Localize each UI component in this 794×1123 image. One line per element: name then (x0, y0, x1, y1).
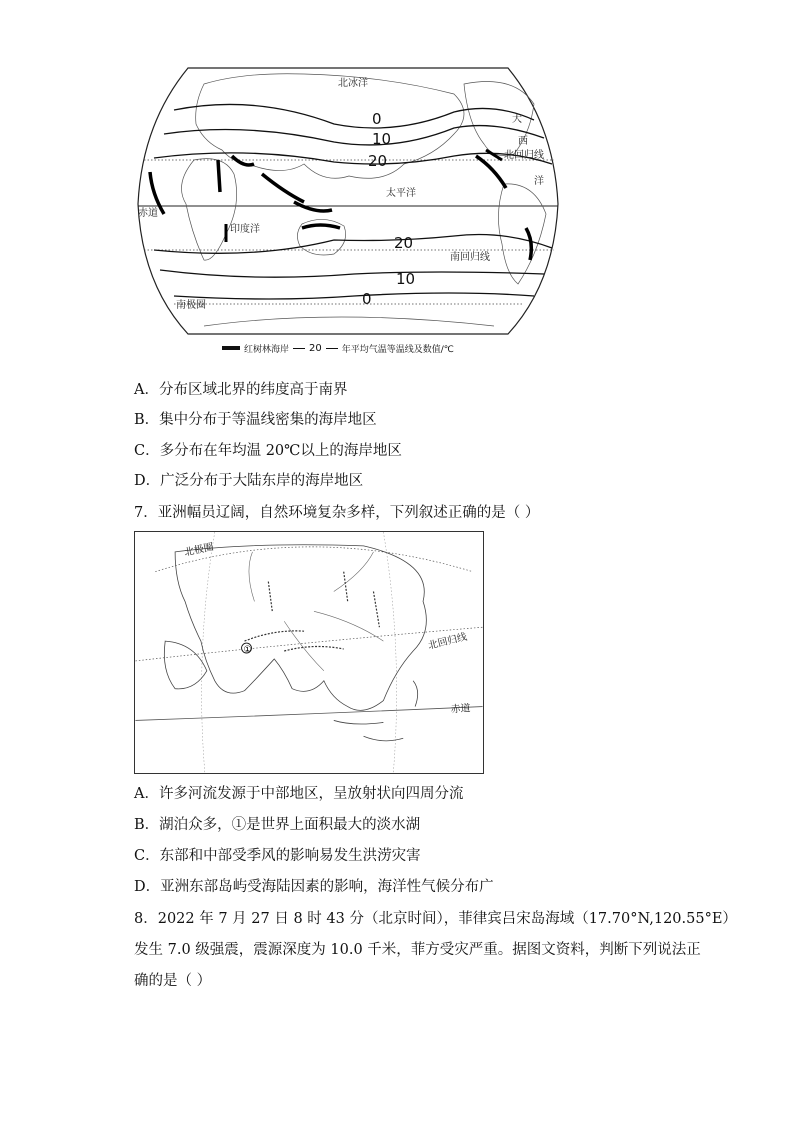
q6-option-c[interactable]: C．多分布在年均温 20℃以上的海岸地区 (134, 443, 402, 459)
label-tropic-s: 南回归线 (450, 252, 490, 263)
antarctica-outline (204, 317, 494, 326)
isotherm-s20 (154, 235, 552, 254)
label-tropic-n: 北回归线 (427, 631, 469, 652)
q7-stem: 7．亚洲幅员辽阔，自然环境复杂多样，下列叙述正确的是（ ） (134, 505, 540, 521)
isotherm-n0 (174, 104, 534, 128)
mangrove-legend-swatch (222, 346, 240, 350)
q7-option-d[interactable]: D．亚洲东部岛屿受海陆因素的影响，海洋性气候分布广 (134, 879, 494, 895)
label-tropic-n: 北回归线 (504, 150, 544, 161)
q8-stem-line2: 发生 7.0 级强震，震源深度为 10.0 千米，菲方受灾严重。据图文资料，判断下列说法正 (134, 942, 701, 958)
label-atlantic-3: 洋 (534, 176, 544, 187)
iso-label-s10: 10 (396, 270, 416, 288)
q6-option-b[interactable]: B．集中分布于等温线密集的海岸地区 (134, 412, 377, 428)
iso-label-n10: 10 (372, 130, 392, 148)
isotherm-legend-number: 20 (309, 342, 322, 354)
q6-option-d[interactable]: D．广泛分布于大陆东岸的海岸地区 (134, 473, 364, 489)
africa-outline (182, 159, 237, 261)
label-atlantic-1: 大 (512, 114, 522, 125)
q7-option-b[interactable]: B．湖泊众多，①是世界上面积最大的淡水湖 (134, 817, 421, 833)
q8-stem-line1: 8．2022 年 7 月 27 日 8 时 43 分（北京时间），菲律宾吕宋岛海域（17.70°N,120.55°E） (134, 911, 737, 927)
isotherm-legend-swatch-right (326, 348, 338, 349)
isotherm-s10 (160, 270, 544, 277)
map1-legend (222, 341, 454, 355)
label-atlantic-2: 西 (518, 136, 528, 147)
mangrove-central-america (476, 156, 506, 188)
label-indian: 印度洋 (230, 224, 260, 235)
iso-label-s20: 20 (394, 234, 414, 252)
label-arctic: 北冰洋 (338, 78, 368, 89)
mangrove-n-australia (302, 225, 340, 228)
label-equator: 赤道 (450, 703, 471, 716)
q8-stem-line3: 确的是（ ） (134, 973, 212, 989)
label-pacific: 太平洋 (386, 188, 416, 199)
label-antarctic: 南极圈 (176, 300, 206, 311)
mangrove-indonesia (294, 202, 332, 211)
mountain-ranges (245, 572, 380, 651)
rivers (249, 552, 383, 671)
mangrove-india (232, 156, 254, 165)
asia-outline (175, 545, 426, 711)
iso-label-s0: 0 (362, 290, 372, 308)
q7-option-a[interactable]: A．许多河流发源于中部地区，呈放射状向四周分流 (134, 786, 464, 802)
mangrove-east-africa (218, 160, 220, 192)
q6-option-a[interactable]: A．分布区域北界的纬度高于南界 (134, 382, 348, 398)
mangrove-legend-label: 红树林海岸 (244, 344, 290, 355)
mangrove-brazil (526, 228, 531, 260)
meridian-arc-2 (383, 532, 396, 773)
iso-label-n0: 0 (372, 110, 382, 128)
marker-1-label: ① (243, 645, 252, 656)
label-equator: 赤道 (138, 208, 158, 219)
eurasia-outline (196, 74, 464, 179)
south-america-outline (498, 184, 546, 284)
q7-option-c[interactable]: C．东部和中部受季风的影响易发生洪涝灾害 (134, 848, 421, 864)
world-mangrove-map (134, 64, 562, 360)
label-arctic-circle: 北极圈 (183, 541, 215, 559)
isotherm-n10 (164, 126, 544, 145)
mangrove-se-asia (262, 174, 304, 202)
isotherm-legend-swatch-left (293, 348, 305, 349)
equator-arc (135, 707, 482, 721)
isotherm-s0 (174, 293, 534, 299)
arabia-outline (164, 641, 207, 689)
iso-label-n20: 20 (368, 152, 388, 170)
asia-map (134, 531, 484, 774)
isotherm-legend-label: 年平均气温等温线及数值/℃ (341, 344, 454, 355)
